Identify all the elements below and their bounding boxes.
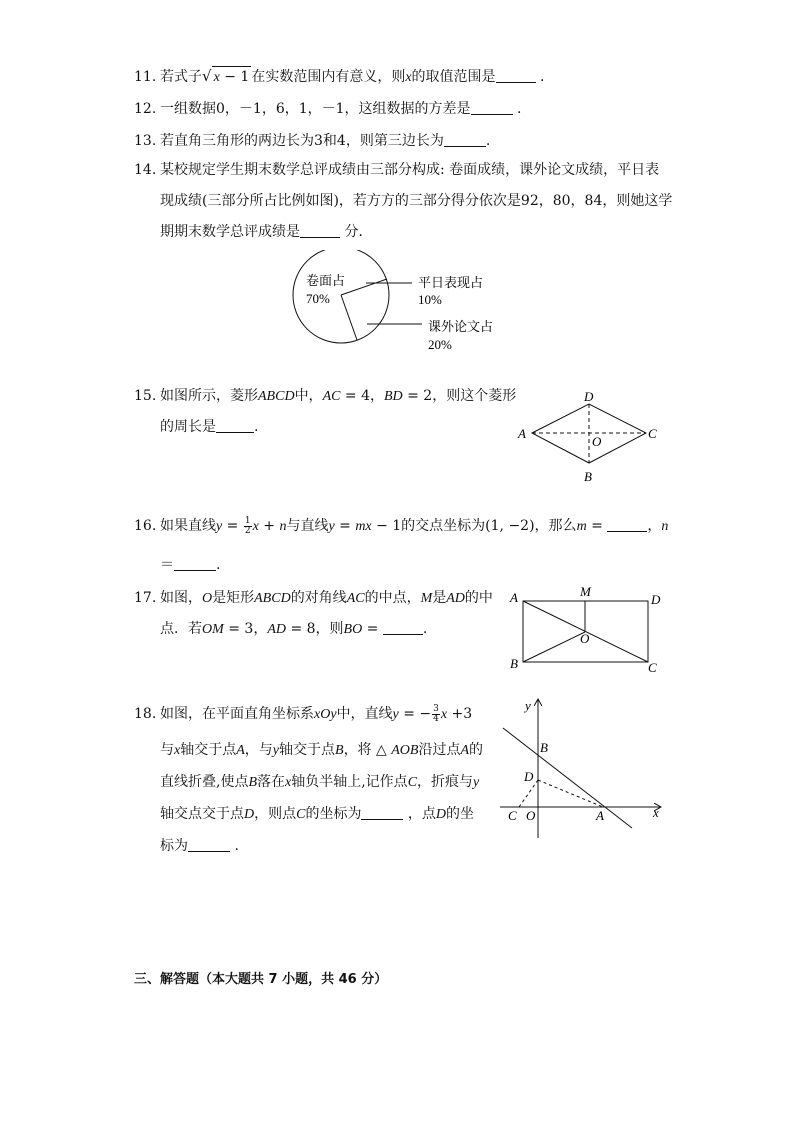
question-15: 15. 如图所示，菱形ABCD中，AC = 4，BD = 2，则这个菱形 bbox=[134, 388, 517, 404]
pie-divider bbox=[341, 295, 357, 340]
answer-blank[interactable] bbox=[471, 100, 513, 115]
rectangle-figure bbox=[505, 580, 675, 680]
fraction: $\frac{3}{4}$ bbox=[433, 703, 439, 724]
pie-label-daily: 平日表现占 bbox=[418, 275, 484, 290]
label-c: C bbox=[648, 426, 657, 441]
segment-cd bbox=[519, 780, 538, 807]
answer-blank[interactable] bbox=[444, 132, 486, 147]
question-11: 11. 若式子√ x − 1 在实数范围内有意义，则x的取值范围是 . bbox=[134, 66, 544, 88]
question-15-line2: 的周长是 . bbox=[160, 419, 259, 435]
question-18: 18. 如图，在平面直角坐标系xOy中，直线y = − $\frac{3}{4}$ x +3 bbox=[134, 703, 473, 724]
label-m: M bbox=[580, 584, 591, 599]
label-o: O bbox=[526, 808, 536, 823]
question-14-line3: 期期末数学总评成绩是 分． bbox=[160, 224, 373, 240]
answer-blank[interactable] bbox=[300, 223, 340, 238]
question-17: 17. 如图，O是矩形ABCD的对角线AC的中点，M是AD的中 bbox=[134, 590, 493, 606]
label-o: O bbox=[580, 631, 590, 646]
answer-blank[interactable] bbox=[496, 68, 536, 83]
segment-bo bbox=[523, 632, 585, 662]
question-13: 13. 若直角三角形的两边长为3和4，则第三边长为 . bbox=[134, 133, 491, 149]
pie-label-essay: 课外论文占 bbox=[428, 319, 494, 334]
label-b: B bbox=[584, 469, 592, 484]
pie-pct-daily: 10% bbox=[418, 292, 442, 307]
label-c: C bbox=[508, 808, 517, 823]
label-a: A bbox=[518, 426, 526, 441]
label-b: B bbox=[510, 656, 518, 671]
question-18-line4: 轴交点交于点D，则点C的坐标为 ，点D的坐 bbox=[160, 806, 475, 822]
question-12: 12. 一组数据0，－1，6，1，－1，这组数据的方差是 . bbox=[134, 101, 522, 117]
question-14: 14. 某校规定学生期末数学总评成绩由三部分构成: 卷面成绩，课外论文成绩，平日表 bbox=[134, 162, 660, 178]
label-a: A bbox=[596, 808, 604, 823]
answer-blank[interactable] bbox=[383, 620, 423, 635]
question-18-line3: 直线折叠,使点B落在x轴负半轴上,记作点C，折痕与y bbox=[160, 774, 480, 790]
question-18-line2: 与x轴交于点A，与y轴交于点B，将 △ AOB沿过点A的 bbox=[160, 742, 484, 758]
question-16-line2: ＝ . bbox=[160, 557, 221, 573]
fraction: $\frac{1}{2}$ bbox=[244, 515, 251, 536]
coordinate-figure bbox=[495, 690, 670, 850]
answer-blank[interactable] bbox=[361, 805, 403, 820]
pie-label-paper: 卷面占 bbox=[306, 273, 346, 288]
label-o: O bbox=[592, 434, 602, 449]
label-c: C bbox=[648, 660, 657, 675]
answer-blank[interactable] bbox=[188, 837, 230, 852]
question-16: 16. 如果直线y = $\frac{1}{2}$ x + n与直线y = mx − 1的交点坐标为(1, −2)，那么m = ，n bbox=[134, 515, 669, 536]
label-x: x bbox=[653, 805, 659, 820]
answer-blank[interactable] bbox=[216, 418, 254, 433]
pie-pct-paper: 70% bbox=[306, 291, 330, 306]
question-14-line2: 现成绩(三部分所占比例如图)，若方方的三部分得分依次是92，80，84，则她这学 bbox=[160, 193, 673, 209]
pie-chart bbox=[280, 250, 520, 360]
label-a: A bbox=[510, 590, 518, 605]
pie-pct-essay: 20% bbox=[428, 337, 452, 352]
pie-divider bbox=[341, 279, 387, 295]
answer-blank[interactable] bbox=[607, 517, 647, 532]
sqrt-icon: √ bbox=[202, 67, 212, 85]
question-18-line5: 标为 . bbox=[160, 838, 239, 854]
line-ab bbox=[503, 728, 632, 828]
label-d: D bbox=[524, 769, 534, 784]
label-d: D bbox=[651, 592, 661, 607]
question-17-line2: 点．若OM = 3，AD = 8，则BO = . bbox=[160, 621, 428, 637]
label-b: B bbox=[540, 740, 548, 755]
section-title: 三、解答题（本大题共 7 小题，共 46 分） bbox=[134, 972, 388, 987]
rhombus-figure bbox=[510, 386, 670, 486]
label-d: D bbox=[584, 389, 594, 404]
crease-ad bbox=[538, 780, 603, 807]
label-y: y bbox=[525, 698, 531, 713]
answer-blank[interactable] bbox=[174, 556, 216, 571]
